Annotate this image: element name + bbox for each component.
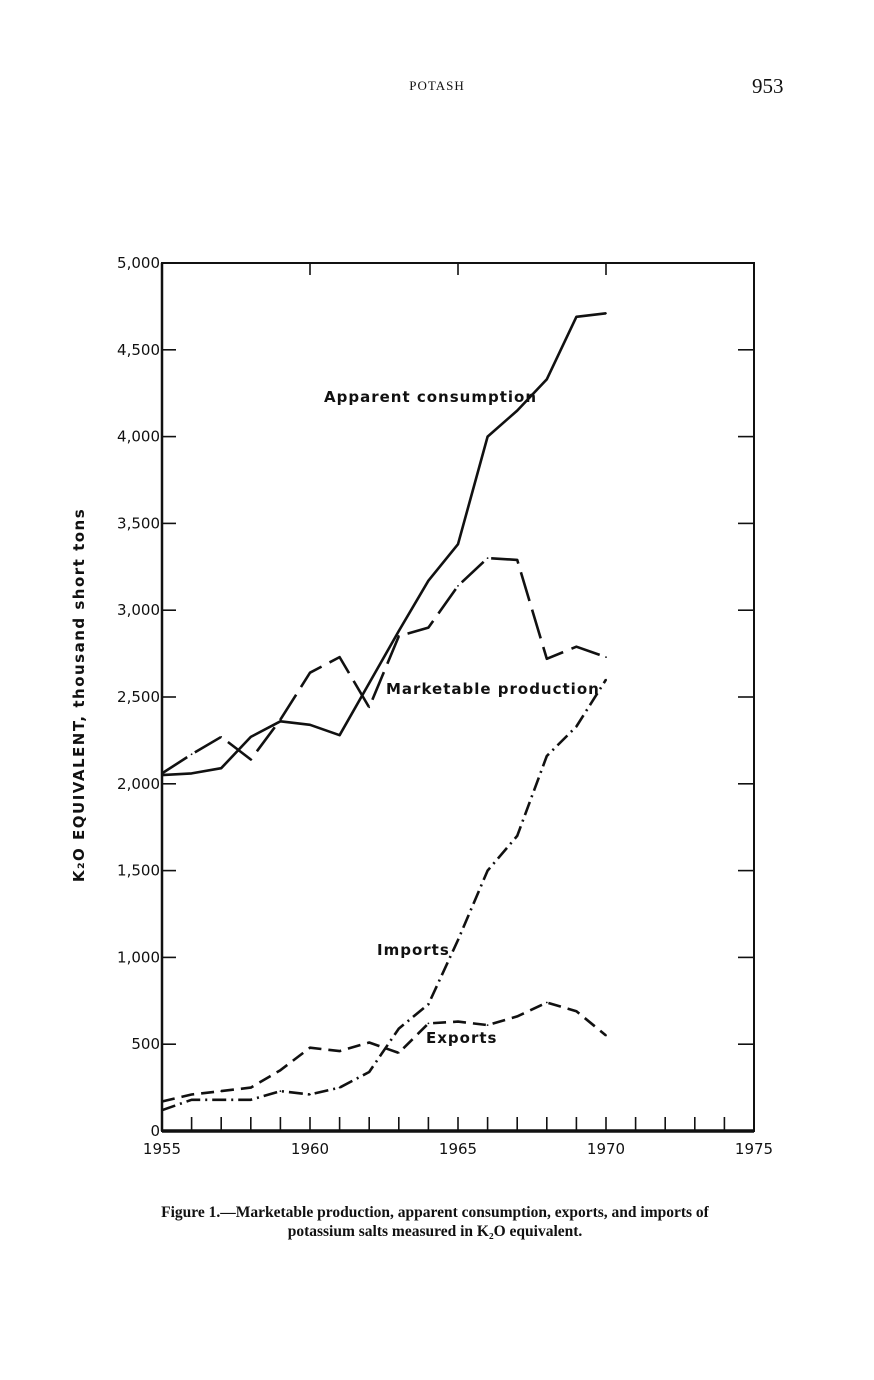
point-imports-1958	[250, 1099, 252, 1101]
point-marketable-production-1961	[339, 656, 341, 658]
point-imports-1970	[605, 679, 607, 681]
point-marketable-production-1960	[309, 672, 311, 674]
point-apparent-consumption-1956	[191, 773, 193, 775]
point-exports-1967	[516, 1016, 518, 1018]
point-imports-1964	[428, 1003, 430, 1005]
point-exports-1968	[546, 1002, 548, 1004]
label-exports: Exports	[426, 1029, 498, 1047]
point-imports-1965	[457, 939, 459, 941]
x-tick-label: 1965	[438, 1140, 478, 1158]
point-apparent-consumption-1966	[487, 436, 489, 438]
y-tick-label: 3,000	[117, 601, 160, 620]
series-line-imports	[162, 680, 606, 1111]
point-imports-1962	[368, 1071, 370, 1073]
point-imports-1961	[339, 1087, 341, 1089]
point-marketable-production-1969	[576, 646, 578, 648]
point-apparent-consumption-1961	[339, 734, 341, 736]
point-imports-1966	[487, 870, 489, 872]
point-imports-1957	[220, 1099, 222, 1101]
point-apparent-consumption-1963	[398, 630, 400, 632]
page-number: 953	[752, 74, 784, 98]
y-axis-label: K₂O EQUIVALENT, thousand short tons	[70, 507, 88, 883]
point-exports-1955	[161, 1101, 163, 1103]
point-exports-1970	[605, 1035, 607, 1037]
point-exports-1964	[428, 1023, 430, 1025]
point-marketable-production-1956	[191, 753, 193, 755]
running-head: POTASH	[409, 78, 465, 93]
y-tick-label: 500	[131, 1035, 160, 1054]
y-tick-label: 2,500	[117, 688, 160, 706]
point-marketable-production-1970	[605, 656, 607, 658]
point-imports-1968	[546, 755, 548, 757]
point-apparent-consumption-1967	[516, 410, 518, 412]
point-exports-1969	[576, 1010, 578, 1012]
label-marketable-production: Marketable production	[386, 680, 600, 698]
caption-line-1: Figure 1.—Marketable production, apparent consumption, exports, and imports of	[161, 1204, 709, 1221]
series-layer	[161, 312, 607, 1111]
x-tick-label: 1970	[586, 1140, 626, 1158]
point-apparent-consumption-1964	[428, 580, 430, 582]
y-tick-label: 4,000	[117, 427, 160, 446]
y-tick-label: 4,500	[117, 340, 160, 359]
point-imports-1960	[309, 1094, 311, 1096]
point-imports-1955	[161, 1109, 163, 1111]
point-exports-1957	[220, 1090, 222, 1092]
point-marketable-production-1964	[428, 627, 430, 629]
point-apparent-consumption-1970	[605, 312, 607, 314]
y-tick-label: 2,000	[117, 774, 160, 793]
point-marketable-production-1959	[280, 719, 282, 721]
y-tick-label: 1,000	[117, 948, 160, 967]
y-tick-label: 0	[150, 1122, 160, 1140]
point-exports-1959	[280, 1069, 282, 1071]
point-marketable-production-1955	[161, 773, 163, 775]
label-apparent-consumption: Apparent consumption	[324, 388, 537, 406]
x-tick-label: 1975	[734, 1140, 774, 1158]
y-tick-label: 3,500	[117, 514, 160, 533]
point-exports-1956	[191, 1094, 193, 1096]
point-exports-1963	[398, 1052, 400, 1054]
figure-caption	[95, 1203, 775, 1241]
point-marketable-production-1968	[546, 658, 548, 660]
point-apparent-consumption-1969	[576, 316, 578, 318]
x-tick-label: 1955	[142, 1140, 182, 1158]
point-apparent-consumption-1958	[250, 736, 252, 738]
point-imports-1969	[576, 726, 578, 728]
point-apparent-consumption-1957	[220, 767, 222, 769]
point-exports-1962	[368, 1042, 370, 1044]
point-imports-1959	[280, 1090, 282, 1092]
point-imports-1963	[398, 1028, 400, 1030]
x-tick-label: 1960	[290, 1140, 330, 1158]
point-exports-1966	[487, 1024, 489, 1026]
point-marketable-production-1965	[457, 585, 459, 587]
caption-line-2: potassium salts measured in K₂O equivalent.	[287, 1223, 583, 1240]
label-imports: Imports	[377, 941, 450, 959]
point-apparent-consumption-1962	[368, 682, 370, 684]
point-apparent-consumption-1968	[546, 378, 548, 380]
point-apparent-consumption-1955	[161, 774, 163, 776]
point-marketable-production-1957	[220, 736, 222, 738]
point-imports-1956	[191, 1099, 193, 1101]
point-apparent-consumption-1965	[457, 543, 459, 545]
series-line-marketable-production	[162, 558, 606, 773]
point-exports-1958	[250, 1087, 252, 1089]
point-exports-1961	[339, 1050, 341, 1052]
point-marketable-production-1958	[250, 759, 252, 761]
y-tick-label: 5,000	[117, 254, 160, 272]
point-marketable-production-1963	[398, 635, 400, 637]
y-tick-label: 1,500	[117, 861, 160, 880]
point-marketable-production-1962	[368, 707, 370, 709]
series-line-apparent-consumption	[162, 313, 606, 775]
point-marketable-production-1966	[487, 557, 489, 559]
point-exports-1965	[457, 1021, 459, 1023]
point-marketable-production-1967	[516, 559, 518, 561]
point-exports-1960	[309, 1047, 311, 1049]
point-imports-1967	[516, 835, 518, 837]
point-apparent-consumption-1960	[309, 724, 311, 726]
